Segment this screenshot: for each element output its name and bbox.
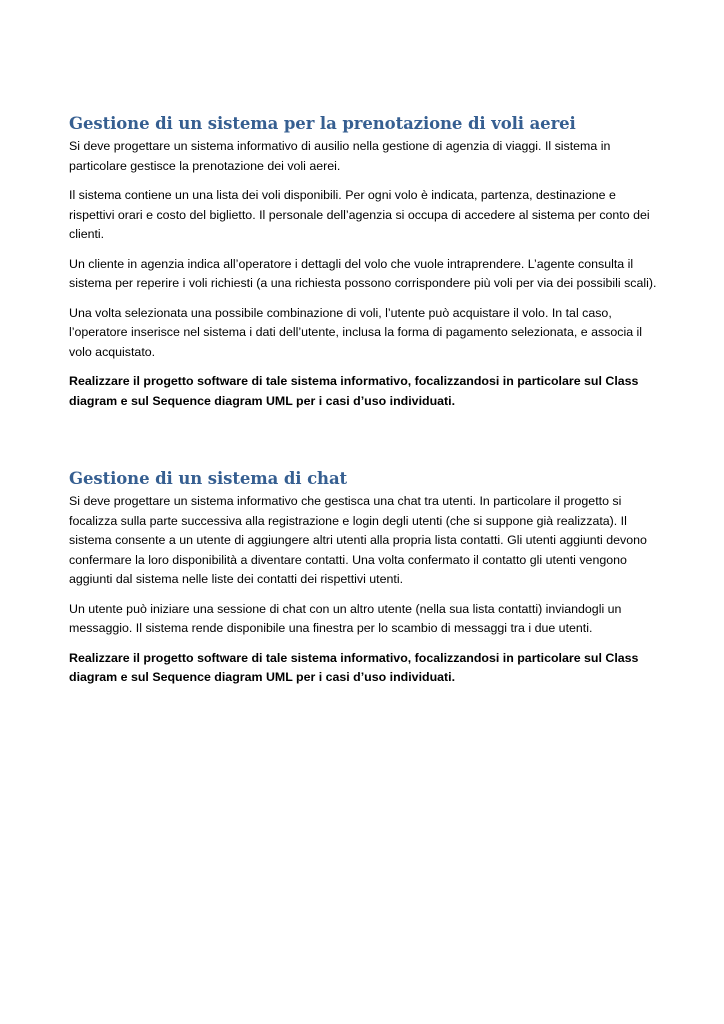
paragraph: Si deve progettare un sistema informativo di ausilio nella gestione di agenzia di viaggi. Il sistema in particolare gestisce la prenotazione dei voli aerei. — [69, 139, 611, 173]
section-chat-system — [69, 468, 659, 688]
task-statement: Realizzare il progetto software di tale sistema informativo, focalizzandosi in particolare sul Class diagram e sul Sequence diagram UML per i casi d’uso individuati. — [69, 650, 639, 684]
paragraph: Un utente può iniziare una sessione di chat con un altro utente (nella sua lista contatti) inviandogli un messaggio. Il sistema rende disponibile una finestra per lo scambio di messaggi tra i due utenti. — [69, 601, 622, 635]
paragraph: Il sistema contiene un una lista dei voli disponibili. Per ogni volo è indicata, partenza, destinazione e rispettivi orari e costo del biglietto. Il personale dell’agenzia si occupa di accedere al sistema per conto dei clienti. — [69, 188, 650, 241]
document-page — [69, 113, 659, 698]
paragraph: Un cliente in agenzia indica all’operatore i dettagli del volo che vuole intraprendere. L’agente consulta il sistema per reperire i voli richiesti (a una richiesta possono corrispondere più voli per via dei possibili scali). — [69, 256, 657, 290]
section-flight-booking — [69, 113, 659, 411]
task-statement: Realizzare il progetto software di tale sistema informativo, focalizzandosi in particolare sul Class diagram e sul Sequence diagram UML per i casi d’uso individuati. — [69, 374, 639, 408]
section-spacer — [69, 421, 659, 468]
paragraph: Si deve progettare un sistema informativo che gestisca una chat tra utenti. In particolare il progetto si focalizza sulla parte successiva alla registrazione e login degli utenti (che si suppone già realizzata). Il sistema consente a un utente di aggiungere altri utenti alla propria lista contatti. Gli utenti aggiunti devono confermare la loro disponibilità a diventare contatti. Una volta confermato il contatto gli utenti vengono aggiunti dal sistema nelle liste dei contatti dei rispettivi utenti. — [69, 494, 647, 586]
paragraph: Una volta selezionata una possibile combinazione di voli, l’utente può acquistare il volo. In tal caso, l’operatore inserisce nel sistema i dati dell’utente, inclusa la forma di pagamento selezionata, e associa il volo acquistato. — [69, 305, 643, 359]
section-title: Gestione di un sistema di chat — [69, 469, 348, 488]
section-title: Gestione di un sistema per la prenotazione di voli aerei — [69, 114, 576, 133]
